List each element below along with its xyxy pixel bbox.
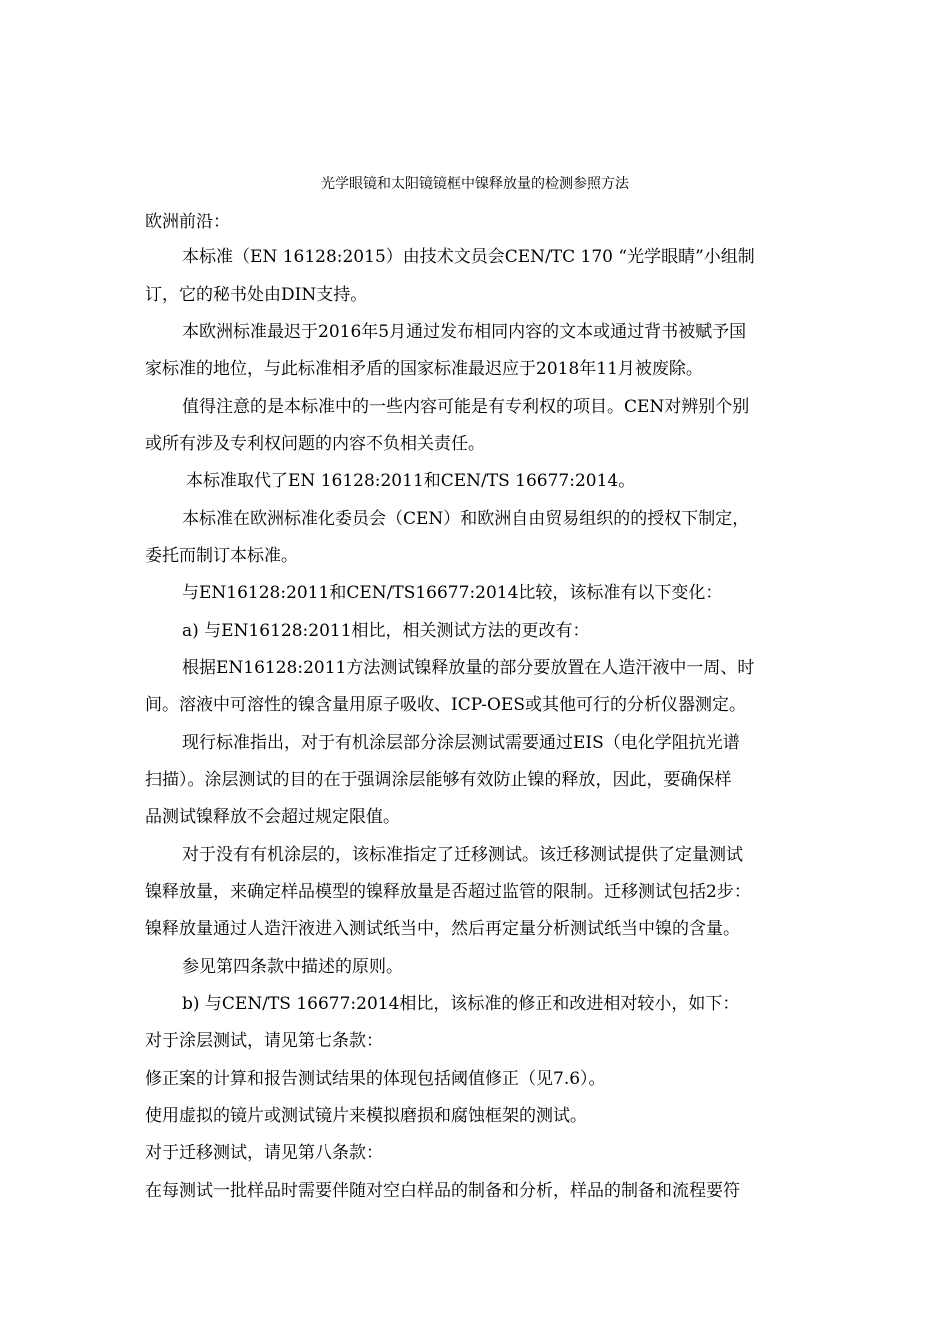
text-line: a) 与EN16128:2011相比，相关测试方法的更改有：	[182, 621, 590, 641]
text-line: 对于涂层测试，请见第七条款：	[145, 1031, 383, 1051]
document-title: 光学眼镜和太阳镜镜框中镍释放量的检测参照方法	[321, 176, 629, 192]
text-line: 订，它的秘书处由DIN支持。	[145, 285, 368, 305]
text-line: 镍释放量通过人造汗液进入测试纸当中，然后再定量分析测试纸当中镍的含量。	[145, 919, 740, 939]
text-line: 或所有涉及专利权问题的内容不负相关责任。	[145, 434, 485, 454]
text-line: 欧洲前沿：	[145, 212, 230, 232]
text-line: 镍释放量，来确定样品模型的镍释放量是否超过监管的限制。迁移测试包括2步：	[145, 882, 751, 902]
text-line: 对于没有有机涂层的，该标准指定了迁移测试。该迁移测试提供了定量测试	[182, 845, 743, 865]
text-line: 值得注意的是本标准中的一些内容可能是有专利权的项目。CEN对辨别个别	[182, 397, 750, 417]
text-line: 在每测试一批样品时需要伴随对空白样品的制备和分析，样品的制备和流程要符	[145, 1181, 740, 1201]
text-line: 使用虚拟的镜片或测试镜片来模拟磨损和腐蚀框架的测试。	[145, 1106, 587, 1126]
text-line: 现行标准指出，对于有机涂层部分涂层测试需要通过EIS（电化学阻抗光谱	[182, 733, 740, 753]
text-line: 本标准（EN 16128:2015）由技术文员会CEN/TC 170 “光学眼睛”小组制	[182, 247, 755, 267]
text-line: 家标准的地位，与此标准相矛盾的国家标准最迟应于2018年11月被废除。	[145, 359, 703, 379]
text-line: 品测试镍释放不会超过规定限值。	[145, 807, 400, 827]
text-line: 本标准取代了EN 16128:2011和CEN/TS 16677:2014。	[186, 471, 636, 491]
text-line: 扫描）。涂层测试的目的在于强调涂层能够有效防止镍的释放，因此，要确保样	[145, 770, 732, 790]
text-line: 间。溶液中可溶性的镍含量用原子吸收、ICP-OES或其他可行的分析仪器测定。	[145, 695, 746, 715]
text-line: 对于迁移测试，请见第八条款：	[145, 1143, 383, 1163]
text-line: 根据EN16128:2011方法测试镍释放量的部分要放置在人造汗液中一周、时	[182, 658, 755, 678]
text-line: b) 与CEN/TS 16677:2014相比，该标准的修正和改进相对较小，如下：	[182, 994, 740, 1014]
text-line: 参见第四条款中描述的原则。	[182, 957, 403, 977]
text-line: 修正案的计算和报告测试结果的体现包括阈值修正（见7.6）。	[145, 1069, 606, 1089]
text-line: 与EN16128:2011和CEN/TS16677:2014比较，该标准有以下变化：	[182, 583, 723, 603]
text-line: 委托而制订本标准。	[145, 546, 298, 566]
text-line: 本欧洲标准最迟于2016年5月通过发布相同内容的文本或通过背书被赋予国	[182, 322, 747, 342]
text-line: 本标准在欧洲标准化委员会（CEN）和欧洲自由贸易组织的的授权下制定，	[182, 509, 750, 529]
